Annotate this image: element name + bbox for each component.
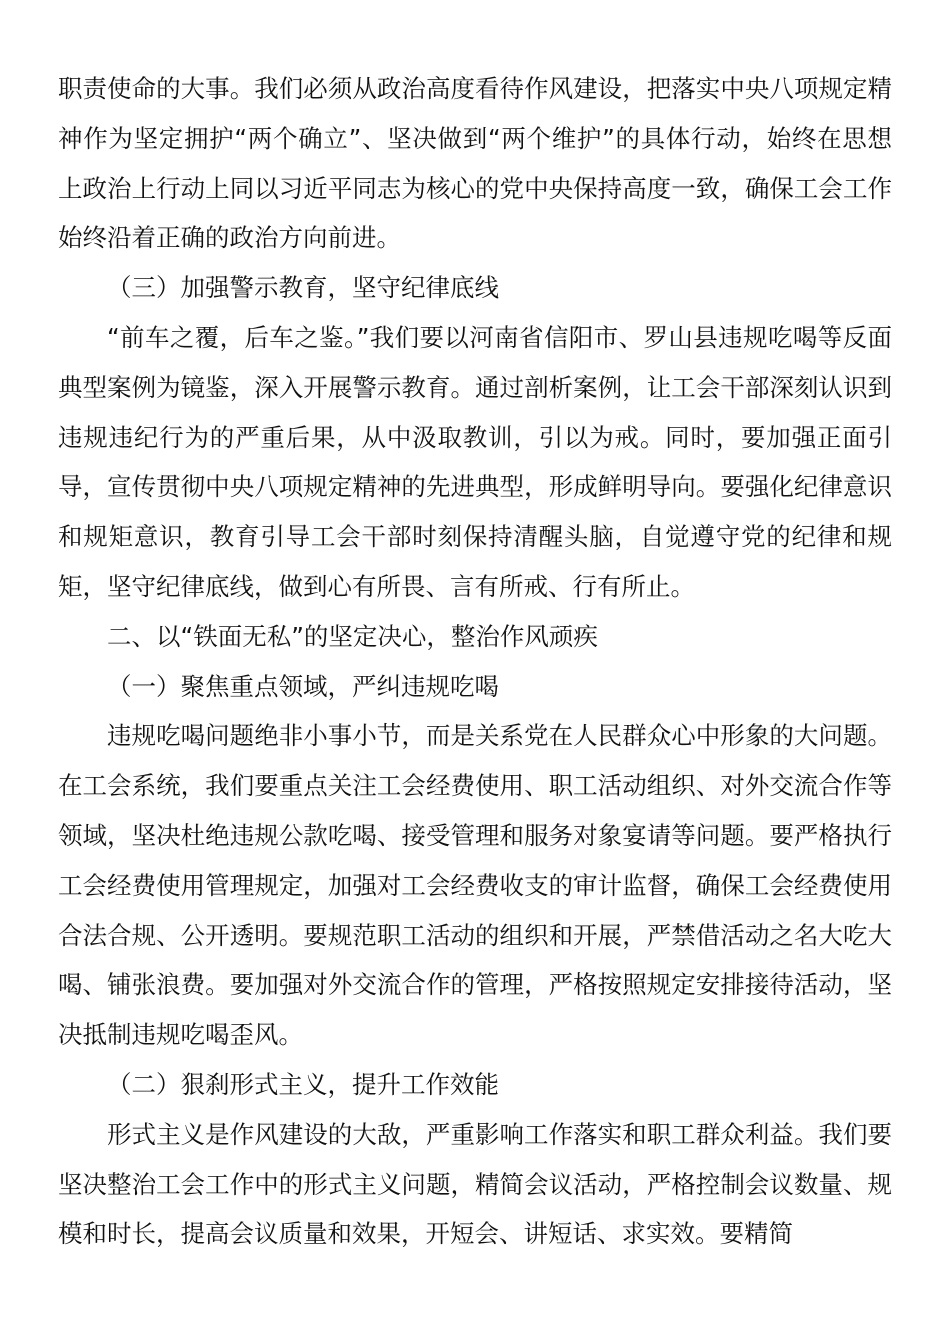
heading-formalism: （二）狠刹形式主义，提升工作效能	[107, 1069, 499, 1099]
heading-focus-key-areas: （一）聚焦重点领域，严纠违规吃喝	[107, 671, 499, 701]
document-page	[58, 64, 892, 1259]
paragraph-political-height: 职责使命的大事。我们必须从政治高度看待作风建设，把落实中央八项规定精神作为坚定拥护“两个确立”、坚决做到“两个维护”的具体行动，始终在思想上政治上行动上同以习近平同志为核心的党中央保持高度一致，确保工会工作始终沿着正确的政治方向前进。	[58, 74, 892, 253]
paragraph-warning-education: “前车之覆，后车之鉴。”我们要以河南省信阳市、罗山县违规吃喝等反面典型案例为镜鉴，深入开展警示教育。通过剖析案例，让工会干部深刻认识到违规违纪行为的严重后果，从中汲取教训，引以为戒。同时，要加强正面引导，宣传贯彻中央八项规定精神的先进典型，形成鲜明导向。要强化纪律意识和规矩意识，教育引导工会干部时刻保持清醒头脑，自觉遵守党的纪律和规矩，坚守纪律底线，做到心有所畏、言有所戒、行有所止。	[58, 322, 892, 601]
paragraph-illegal-dining: 违规吃喝问题绝非小事小节，而是关系党在人民群众心中形象的大问题。在工会系统，我们要重点关注工会经费使用、职工活动组织、对外交流合作等领域，坚决杜绝违规公款吃喝、接受管理和服务对象宴请等问题。要严格执行工会经费使用管理规定，加强对工会经费收支的审计监督，确保工会经费使用合法合规、公开透明。要规范职工活动的组织和开展，严禁借活动之名大吃大喝、铺张浪费。要加强对外交流合作的管理，严格按照规定安排接待活动，坚决抵制违规吃喝歪风。	[58, 721, 892, 1050]
heading-section-two: 二、以“铁面无私”的坚定决心，整治作风顽疾	[107, 621, 598, 651]
paragraph-formalism: 形式主义是作风建设的大敌，严重影响工作落实和职工群众利益。我们要坚决整治工会工作中的形式主义问题，精简会议活动，严格控制会议数量、规模和时长，提高会议质量和效果，开短会、讲短话、求实效。要精简	[58, 1119, 892, 1249]
heading-warning-education: （三）加强警示教育，坚守纪律底线	[107, 273, 499, 303]
